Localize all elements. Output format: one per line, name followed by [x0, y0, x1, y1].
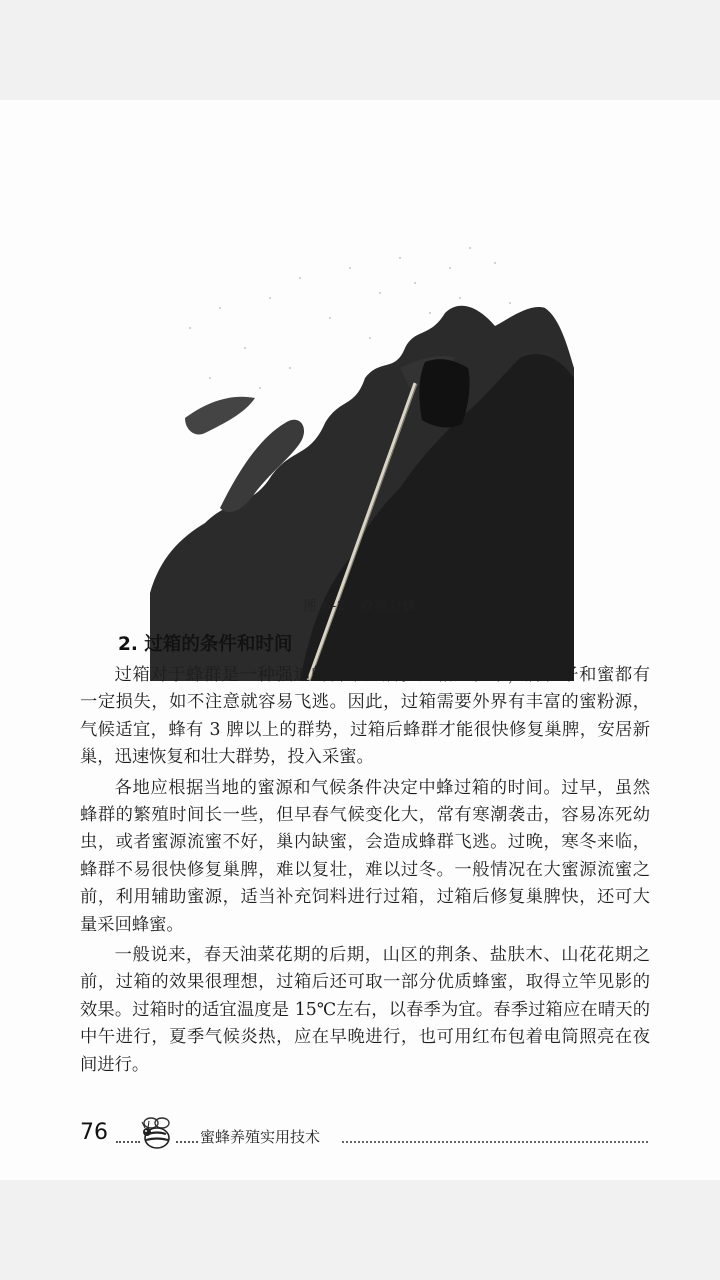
body-text	[80, 662, 650, 1082]
book-page	[0, 100, 720, 1180]
footer-divider	[176, 1141, 198, 1143]
paragraph: 过箱对于蜂群是一种强迫的拆巢迁居。过箱过程中，脾、子和蜜都有一定损失，如不注意就容易飞逃。因此，过箱需要外界有丰富的蜜粉源，气候适宜，蜂有 3 脾以上的群势，过箱后蜂群才能很快修复巢脾，安居新巢，迅速恢复和壮大群势，投入采蜜。	[80, 665, 650, 768]
figure-caption: 图 6-2 收捕分蜂	[303, 599, 417, 614]
footer-divider	[342, 1141, 648, 1143]
bee-icon	[137, 1114, 177, 1158]
paragraph: 一般说来，春天油菜花期的后期，山区的荆条、盐肤木、山花花期之前，过箱的效果很理想，过箱后还可取一部分优质蜂蜜，取得立竿见影的效果。过箱时的适宜温度是 15℃左右，以春季为宜。春季过箱应在晴天的中午进行，夏季气候炎热，应在早晚进行，也可用红布包着电筒照亮在夜间进行。	[80, 945, 650, 1075]
page-footer	[80, 1112, 650, 1156]
paragraph: 各地应根据当地的蜜源和气候条件决定中蜂过箱的时间。过早，虽然蜂群的繁殖时间长一些，但早春气候变化大，常有寒潮袭击，容易冻死幼虫，或者蜜源流蜜不好，巢内缺蜜，会造成蜂群飞逃。过晚，寒冬来临，蜂群不易很快修复巢脾，难以复壮，难以过冬。一般情况在大蜜源流蜜之前，利用辅助蜜源，适当补充饲料进行过箱，过箱后修复巢脾快，还可大量采回蜂蜜。	[80, 777, 650, 935]
section-heading: 2. 过箱的条件和时间	[118, 634, 293, 655]
page-number: 76	[80, 1120, 108, 1145]
book-title: 蜜蜂养殖实用技术	[200, 1128, 321, 1146]
